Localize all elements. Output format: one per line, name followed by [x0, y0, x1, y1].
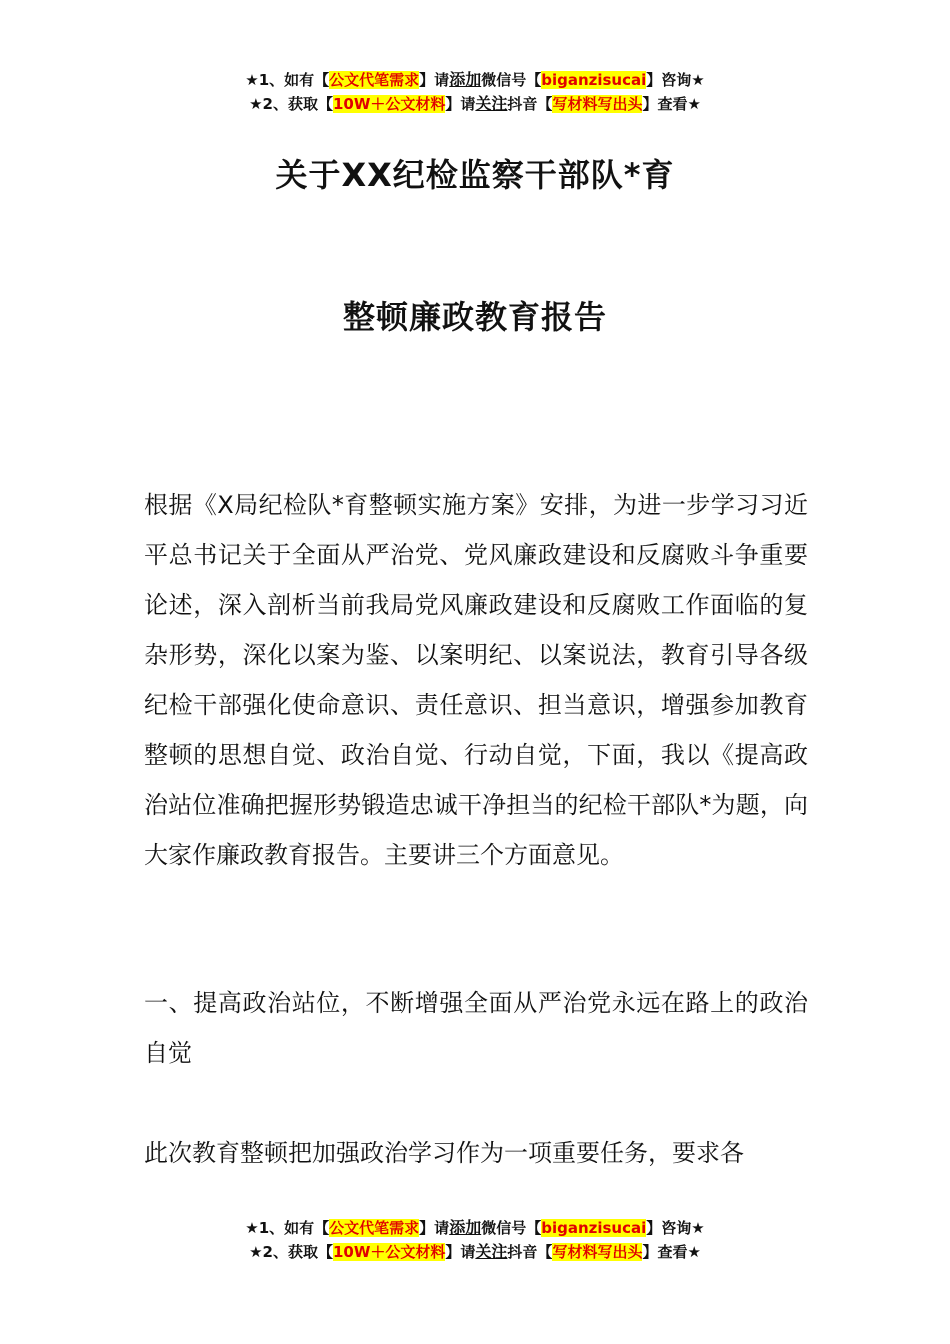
- highlight-douyin: 写材料写出头: [552, 95, 643, 113]
- highlight-service: 公文代笔需求: [329, 1219, 420, 1237]
- emphasis-add: 添加: [449, 70, 482, 89]
- highlight-service: 公文代笔需求: [329, 71, 420, 89]
- promo-line-2: [0, 92, 950, 116]
- body-paragraph-1: 根据《X局纪检队*育整顿实施方案》安排，为进一步学习习近平总书记关于全面从严治党、党风廉政建设和反腐败斗争重要论述，深入剖析当前我局党风廉政建设和反腐败工作面临的复杂形势，深化以案为鉴、以案明纪、以案说法，教育引导各级纪检干部强化使命意识、责任意识、担当意识，增强参加教育整顿的思想自觉、政治自觉、行动自觉，下面，我以《提高政治站位准确把握形势锻造忠诚干净担当的纪检干部队*为题，向大家作廉政教育报告。主要讲三个方面意见。: [144, 491, 808, 869]
- emphasis-follow: 关注: [475, 1242, 508, 1261]
- promo-text: 微信号【: [481, 71, 542, 89]
- promo-line-1: [0, 68, 950, 92]
- promo-text: 】请: [419, 1219, 450, 1237]
- promo-text: 】请: [419, 71, 450, 89]
- promo-text: 抖音【: [507, 1243, 553, 1261]
- promo-text: 】咨询★: [646, 71, 705, 89]
- document-title-line-1: 关于XX纪检监察干部队*育: [275, 156, 675, 194]
- promo-text: 抖音【: [507, 95, 553, 113]
- promo-text: 】查看★: [642, 1243, 701, 1261]
- promo-text: ★2、获取【: [249, 1243, 333, 1261]
- body-paragraph-2: 此次教育整顿把加强政治学习作为一项重要任务，要求各: [144, 1139, 744, 1167]
- promo-text: ★1、如有【: [245, 71, 330, 89]
- document-title-line-2: 整顿廉政教育报告: [342, 298, 607, 336]
- promo-banner-top: [0, 68, 950, 116]
- promo-text: ★2、获取【: [249, 95, 333, 113]
- emphasis-add: 添加: [449, 1218, 482, 1237]
- highlight-wechat-id: biganzisucai: [541, 1219, 647, 1237]
- highlight-materials: 10W＋公文材料: [332, 95, 446, 113]
- promo-text: 微信号【: [481, 1219, 542, 1237]
- highlight-douyin: 写材料写出头: [552, 1243, 643, 1261]
- promo-text: 】咨询★: [646, 1219, 705, 1237]
- emphasis-follow: 关注: [475, 94, 508, 113]
- promo-text: 】请: [445, 1243, 476, 1261]
- section-heading-1: 一、提高政治站位，不断增强全面从严治党永远在路上的政治自觉: [144, 989, 808, 1067]
- promo-banner-bottom: [0, 1216, 950, 1264]
- promo-text: 】查看★: [642, 95, 701, 113]
- highlight-wechat-id: biganzisucai: [541, 71, 647, 89]
- highlight-materials: 10W＋公文材料: [332, 1243, 446, 1261]
- promo-line-1: [0, 1216, 950, 1240]
- promo-text: 】请: [445, 95, 476, 113]
- promo-text: ★1、如有【: [245, 1219, 330, 1237]
- promo-line-2: [0, 1240, 950, 1264]
